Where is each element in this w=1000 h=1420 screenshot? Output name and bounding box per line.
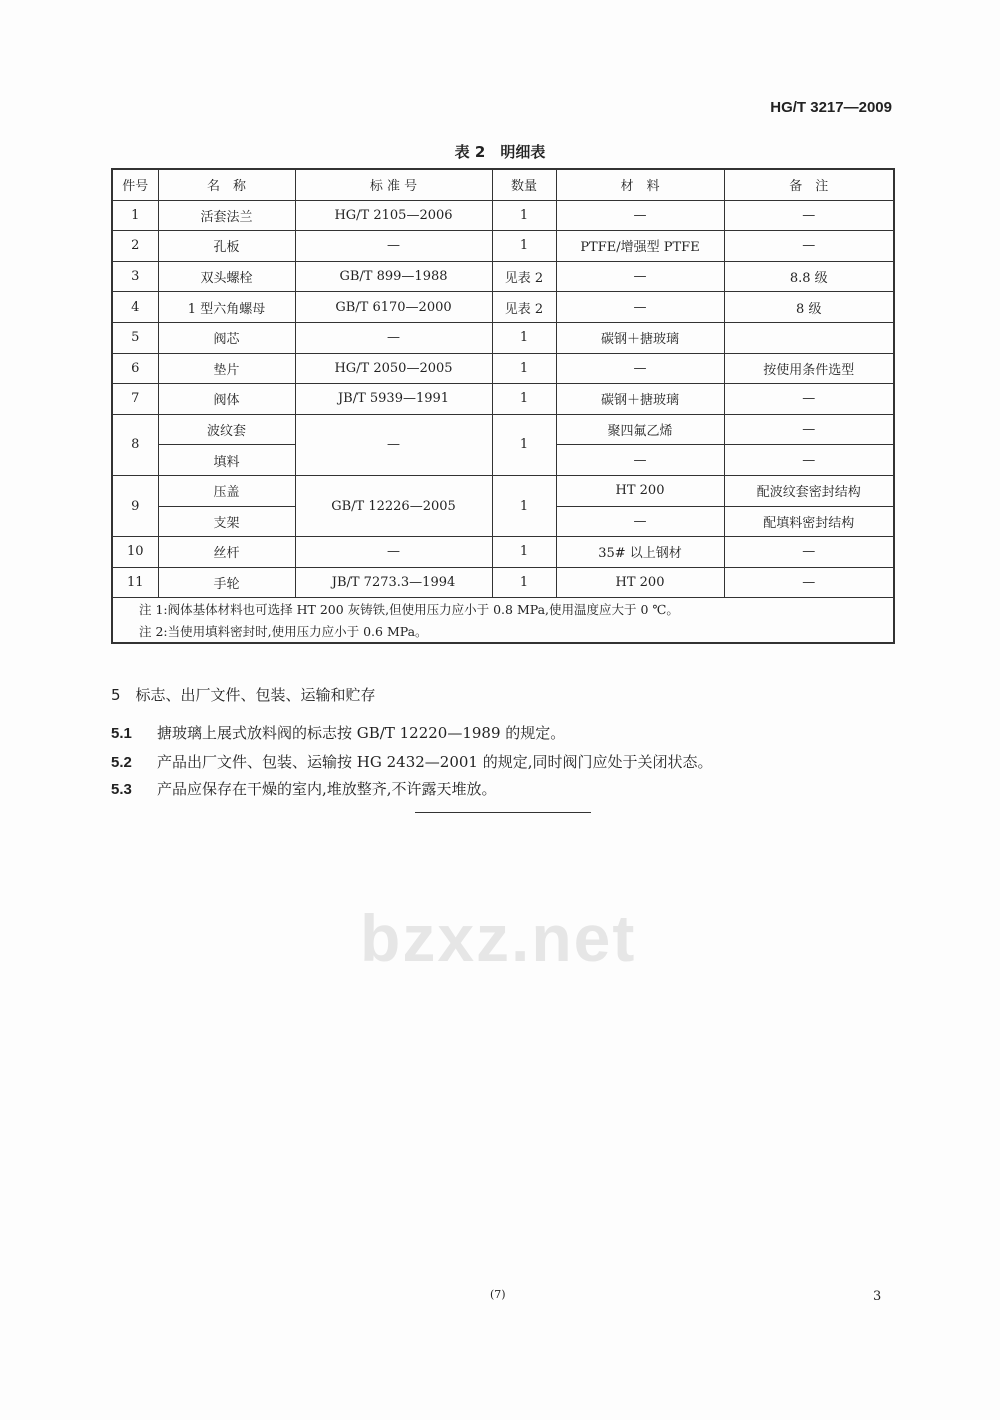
table-note-row [112, 598, 894, 621]
standard-cell: JB/T 5939—1991 [295, 384, 492, 415]
table-row [112, 567, 894, 598]
material-cell: PTFE/增强型 PTFE [556, 231, 724, 262]
table-row [112, 292, 894, 323]
material-cell: 35# 以上钢材 [556, 537, 724, 568]
section-heading: 5 标志、出厂文件、包装、运输和贮存 [111, 686, 376, 704]
watermark: bzxz.net [360, 901, 637, 975]
standard-cell: HG/T 2050—2005 [295, 353, 492, 384]
name-cell: 支架 [158, 506, 295, 537]
quantity-cell: 1 [492, 475, 556, 536]
name-cell: 1 型六角螺母 [158, 292, 295, 323]
note-cell: 8 级 [724, 292, 894, 323]
name-cell: 阀芯 [158, 322, 295, 353]
table-note-row [112, 620, 894, 643]
note-cell: — [724, 567, 894, 598]
table-row [112, 475, 894, 506]
standard-cell: GB/T 12226—2005 [295, 475, 492, 536]
clause-5-3 [111, 778, 497, 799]
name-cell: 压盖 [158, 475, 295, 506]
quantity-cell: 见表 2 [492, 292, 556, 323]
name-cell: 手轮 [158, 567, 295, 598]
table-note: 注 2:当使用填料密封时,使用压力应小于 0.6 MPa。 [112, 620, 894, 643]
clause-text: 搪玻璃上展式放料阀的标志按 GB/T 12220—1989 的规定。 [157, 724, 566, 742]
table-row [112, 353, 894, 384]
standard-cell: HG/T 2105—2006 [295, 200, 492, 231]
quantity-cell: 1 [492, 567, 556, 598]
table-row [112, 322, 894, 353]
note-cell: — [724, 200, 894, 231]
standard-cell: — [295, 322, 492, 353]
column-header: 材 料 [556, 169, 724, 200]
inner-page-number: (7) [490, 1288, 506, 1301]
name-cell: 阀体 [158, 384, 295, 415]
quantity-cell: 1 [492, 353, 556, 384]
table-note: 注 1:阀体基体材料也可选择 HT 200 灰铸铁,但使用压力应小于 0.8 MPa,使用温度应大于 0 ℃。 [112, 598, 894, 621]
column-header: 件号 [112, 169, 158, 200]
material-cell: HT 200 [556, 475, 724, 506]
name-cell: 双头螺栓 [158, 261, 295, 292]
item-number-cell: 4 [112, 292, 158, 323]
material-cell: 聚四氟乙烯 [556, 414, 724, 445]
table-row [112, 200, 894, 231]
column-header: 备 注 [724, 169, 894, 200]
note-cell: 配填料密封结构 [724, 506, 894, 537]
item-number-cell: 2 [112, 231, 158, 262]
column-header: 名 称 [158, 169, 295, 200]
table-caption: 表 2 明细表 [454, 143, 546, 161]
note-cell: — [724, 414, 894, 445]
name-cell: 活套法兰 [158, 200, 295, 231]
name-cell: 丝杆 [158, 537, 295, 568]
note-cell: 按使用条件选型 [724, 353, 894, 384]
quantity-cell: 1 [492, 231, 556, 262]
material-cell: — [556, 353, 724, 384]
note-cell: — [724, 384, 894, 415]
standard-cell: — [295, 537, 492, 568]
clause-5-1 [111, 722, 565, 743]
material-cell: 碳钢＋搪玻璃 [556, 384, 724, 415]
name-cell: 垫片 [158, 353, 295, 384]
name-cell: 填料 [158, 445, 295, 476]
note-cell: 8.8 级 [724, 261, 894, 292]
table-header-row [112, 169, 894, 200]
material-cell: HT 200 [556, 567, 724, 598]
item-number-cell: 3 [112, 261, 158, 292]
note-cell: — [724, 231, 894, 262]
table-row [112, 537, 894, 568]
clause-number: 5.3 [111, 781, 132, 798]
quantity-cell: 1 [492, 200, 556, 231]
standard-cell: — [295, 231, 492, 262]
material-cell: — [556, 200, 724, 231]
material-cell: — [556, 506, 724, 537]
name-cell: 波纹套 [158, 414, 295, 445]
item-number-cell: 9 [112, 475, 158, 536]
clause-text: 产品应保存在干燥的室内,堆放整齐,不许露天堆放。 [157, 780, 497, 798]
standard-cell: JB/T 7273.3—1994 [295, 567, 492, 598]
end-rule [415, 812, 591, 813]
material-cell: — [556, 261, 724, 292]
column-header: 标 准 号 [295, 169, 492, 200]
item-number-cell: 10 [112, 537, 158, 568]
note-cell: 配波纹套密封结构 [724, 475, 894, 506]
table-row [112, 231, 894, 262]
standard-cell: — [295, 414, 492, 475]
note-cell: — [724, 445, 894, 476]
clause-5-2 [111, 751, 713, 772]
table-row [112, 384, 894, 415]
quantity-cell: 1 [492, 322, 556, 353]
item-number-cell: 5 [112, 322, 158, 353]
standard-cell: GB/T 6170—2000 [295, 292, 492, 323]
table-row [112, 414, 894, 445]
quantity-cell: 1 [492, 537, 556, 568]
clause-number: 5.2 [111, 754, 132, 771]
material-cell: 碳钢＋搪玻璃 [556, 322, 724, 353]
document-number: HG/T 3217—2009 [770, 99, 892, 116]
table-row [112, 261, 894, 292]
clause-text: 产品出厂文件、包装、运输按 HG 2432—2001 的规定,同时阀门应处于关闭状态。 [157, 753, 713, 771]
column-header: 数量 [492, 169, 556, 200]
quantity-cell: 1 [492, 384, 556, 415]
name-cell: 孔板 [158, 231, 295, 262]
standard-cell: GB/T 899—1988 [295, 261, 492, 292]
page-number: 3 [873, 1289, 882, 1304]
quantity-cell: 见表 2 [492, 261, 556, 292]
material-cell: — [556, 445, 724, 476]
quantity-cell: 1 [492, 414, 556, 475]
item-number-cell: 6 [112, 353, 158, 384]
item-number-cell: 11 [112, 567, 158, 598]
note-cell [724, 322, 894, 353]
material-cell: — [556, 292, 724, 323]
item-number-cell: 7 [112, 384, 158, 415]
parts-table [111, 168, 895, 644]
note-cell: — [724, 537, 894, 568]
clause-number: 5.1 [111, 725, 132, 742]
item-number-cell: 8 [112, 414, 158, 475]
item-number-cell: 1 [112, 200, 158, 231]
